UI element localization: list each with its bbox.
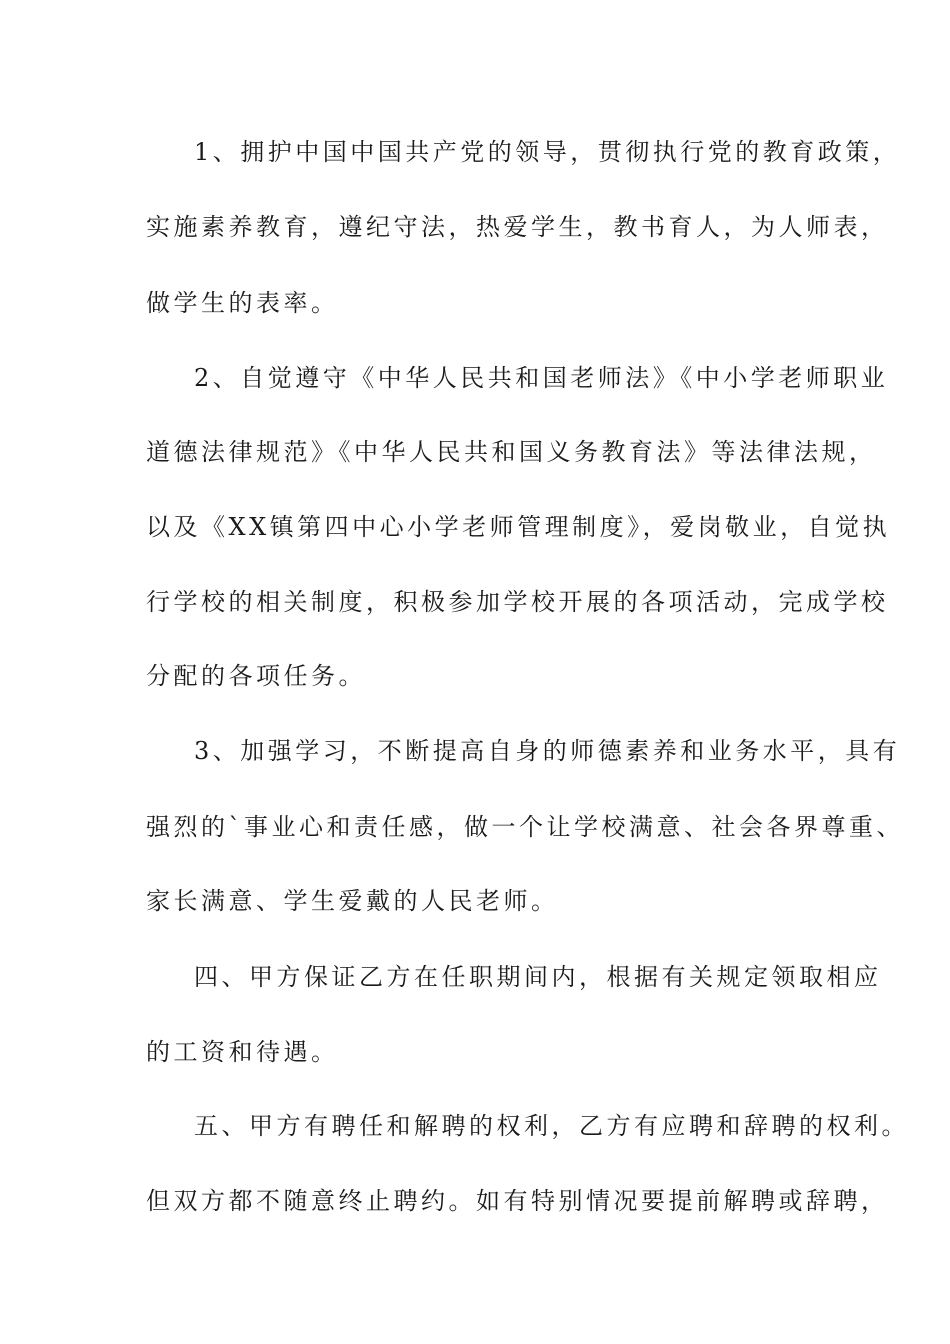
paragraph-5-line-1: 五、甲方有聘任和解聘的权利，乙方有应聘和辞聘的权利。 [194, 1112, 909, 1140]
paragraph-1-line-3: 做学生的表率。 [146, 289, 339, 317]
paragraph-2-line-5: 分配的各项任务。 [146, 662, 366, 690]
paragraph-4-line-2: 的工资和待遇。 [146, 1038, 339, 1066]
paragraph-2-line-2: 道德法律规范》《中华人民共和国义务教育法》等法律法规， [146, 438, 877, 466]
paragraph-2-line-3: 以及《XX镇第四中心小学老师管理制度》，爱岗敬业，自觉执 [146, 513, 891, 541]
paragraph-1-line-2: 实施素养教育，遵纪守法，热爱学生，教书育人，为人师表， [146, 213, 889, 241]
paragraph-5-line-2: 但双方都不随意终止聘约。如有特别情况要提前解聘或辞聘， [146, 1187, 889, 1215]
paragraph-3-line-1: 3、加强学习，不断提高自身的师德素养和业务水平，具有 [194, 737, 901, 765]
paragraph-4-line-1: 四、甲方保证乙方在任职期间内，根据有关规定领取相应 [194, 963, 882, 991]
paragraph-1-line-1: 1、拥护中国中国共产党的领导，贯彻执行党的教育政策， [194, 138, 901, 166]
paragraph-3-line-2: 强烈的`事业心和责任感，做一个让学校满意、社会各界尊重、 [146, 813, 904, 841]
paragraph-2-line-4: 行学校的相关制度，积极参加学校开展的各项活动，完成学校 [146, 588, 889, 616]
paragraph-3-line-3: 家长满意、学生爱戴的人民老师。 [146, 887, 559, 915]
paragraph-2-line-1: 2、自觉遵守《中华人民共和国老师法》《中小学老师职业 [194, 364, 889, 392]
